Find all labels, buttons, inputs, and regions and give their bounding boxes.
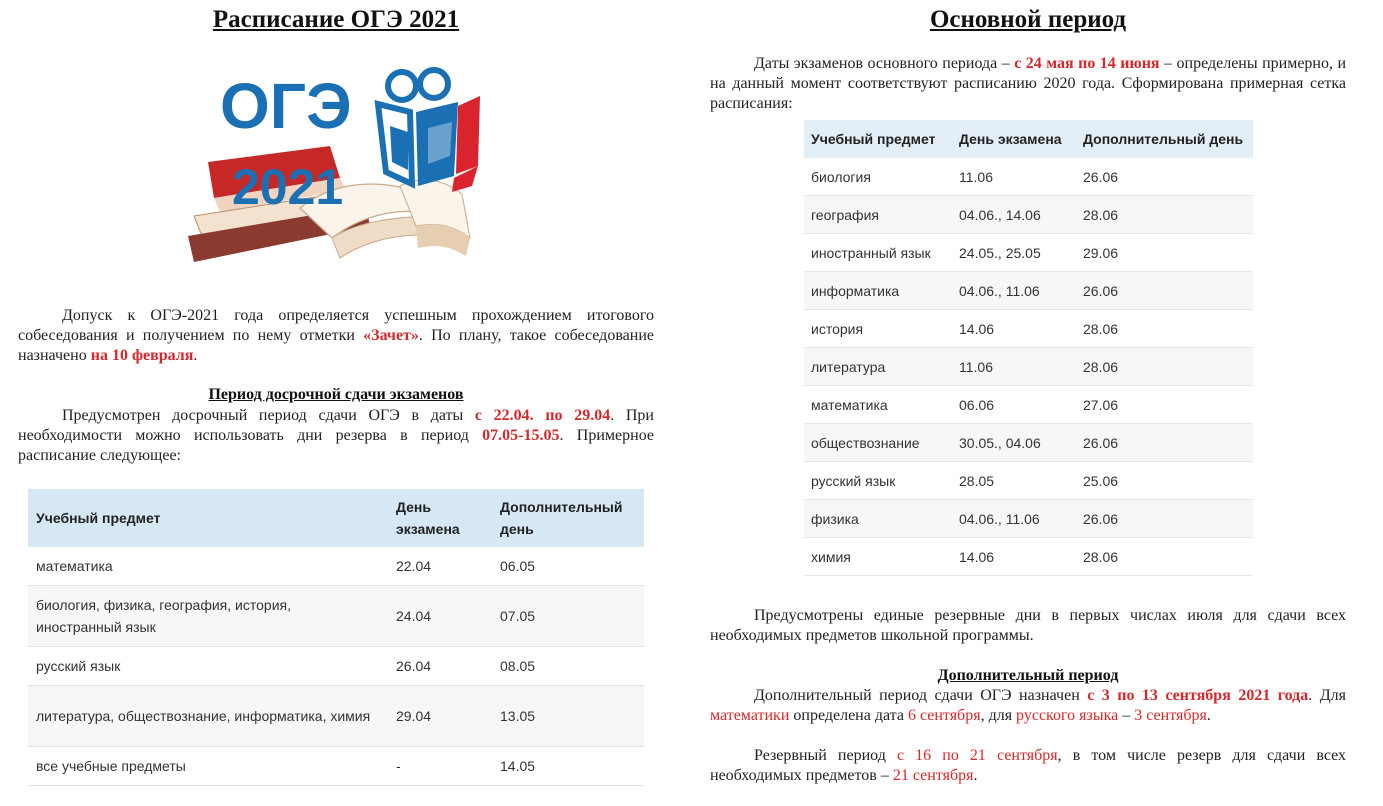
admission-paragraph [18, 306, 654, 366]
early-schedule-table [28, 489, 644, 786]
logo-oge-text: ОГЭ [220, 70, 352, 142]
exam-emblem-icon [378, 70, 480, 192]
table-row [804, 462, 1253, 500]
cell-subject: литература [804, 348, 952, 386]
cell-extra-day: 25.06 [1076, 462, 1253, 500]
table-row [804, 538, 1253, 576]
cell-extra-day: 26.06 [1076, 424, 1253, 462]
additional-text-4: , для [980, 707, 1017, 724]
header-subject: Учебный предмет [28, 489, 388, 547]
main-text-2: – определены примерно, и на данный момент соответствуют расписанию 2020 года. Сформирована примерная сетка расписания: [710, 55, 1347, 112]
cell-subject: все учебные предметы [28, 747, 388, 786]
header-exam-day: День экзамена [952, 120, 1076, 158]
interview-date: на 10 февраля [90, 347, 194, 364]
cell-exam-day: 11.06 [952, 348, 1076, 386]
russian-link: русского языка [1016, 707, 1119, 724]
early-text-2: . При необходимости можно использовать дни резерва в период [18, 407, 654, 444]
reserve-text-3: . [973, 767, 978, 784]
table-row [28, 586, 644, 647]
oge-logo [180, 66, 480, 276]
table-row [804, 348, 1253, 386]
table-row [804, 386, 1253, 424]
main-text-1: Даты экзаменов основного периода – [754, 55, 1015, 72]
cell-extra-day: 26.06 [1076, 158, 1253, 196]
header-extra-day: Дополнительный день [1076, 120, 1253, 158]
early-period-heading: Период досрочной сдачи экзаменов [208, 386, 464, 403]
main-schedule-table [804, 120, 1253, 576]
cell-extra-day: 28.06 [1076, 196, 1253, 234]
additional-text-2: . Для [1308, 687, 1346, 704]
logo-year-text: 2021 [232, 159, 344, 215]
cell-subject: химия [804, 538, 952, 576]
cell-exam-day: 28.05 [952, 462, 1076, 500]
table-header-row [28, 489, 644, 547]
table-row [28, 547, 644, 586]
cell-extra-day: 26.06 [1076, 500, 1253, 538]
table-row [28, 686, 644, 747]
cell-exam-day: 14.06 [952, 538, 1076, 576]
admission-text-2: . По плану, такое собеседование назначено [18, 327, 654, 364]
additional-text-1: Дополнительный период сдачи ОГЭ назначен [754, 687, 1088, 704]
cell-subject: математика [28, 547, 388, 586]
cell-subject: география [804, 196, 952, 234]
table-row [804, 234, 1253, 272]
table-row [804, 310, 1253, 348]
table-row [804, 424, 1253, 462]
early-dates: с 22.04. по 29.04 [474, 407, 611, 424]
math-date: 6 сентября [907, 707, 981, 724]
table-row [28, 647, 644, 686]
reserve-text-2: , в том числе резерв для сдачи всех необходимых предметов – [710, 747, 1347, 784]
zachet-highlight: «Зачет» [363, 327, 419, 344]
cell-exam-day: 11.06 [952, 158, 1076, 196]
cell-extra-day: 08.05 [492, 647, 644, 686]
reserve-period-paragraph [710, 746, 1346, 786]
additional-period-heading: Дополнительный период [937, 667, 1119, 684]
cell-subject: биология [804, 158, 952, 196]
admission-text-1: Допуск к ОГЭ-2021 года определяется успешным прохождением итогового собеседования и получением по нему отметки [18, 307, 654, 344]
additional-text-6: . [1206, 707, 1211, 724]
table-row [804, 196, 1253, 234]
admission-text-3: . [193, 347, 198, 364]
additional-text-5: – [1118, 707, 1135, 724]
cell-exam-day: 29.04 [388, 686, 492, 747]
cell-subject: биология, физика, география, история, иностранный язык [28, 586, 388, 647]
main-period-title: Основной период [929, 6, 1127, 33]
cell-subject: иностранный язык [804, 234, 952, 272]
early-period-paragraph [18, 406, 654, 466]
cell-exam-day: 14.06 [952, 310, 1076, 348]
page-title: Расписание ОГЭ 2021 [212, 6, 460, 33]
cell-exam-day: 24.05., 25.05 [952, 234, 1076, 272]
cell-exam-day: 04.06., 11.06 [952, 500, 1076, 538]
header-subject: Учебный предмет [804, 120, 952, 158]
cell-exam-day: 24.04 [388, 586, 492, 647]
reserve-dates: с 16 по 21 сентября [896, 747, 1058, 764]
cell-exam-day: 06.06 [952, 386, 1076, 424]
cell-extra-day: 14.05 [492, 747, 644, 786]
main-period-paragraph [710, 54, 1346, 114]
reserve-last-date: 21 сентября [892, 767, 974, 784]
cell-extra-day: 28.06 [1076, 538, 1253, 576]
cell-exam-day: 04.06., 14.06 [952, 196, 1076, 234]
additional-text-3: определена дата [789, 707, 908, 724]
cell-exam-day: 04.06., 11.06 [952, 272, 1076, 310]
cell-extra-day: 07.05 [492, 586, 644, 647]
math-link: математики [710, 707, 790, 724]
table-row [804, 500, 1253, 538]
cell-extra-day: 13.05 [492, 686, 644, 747]
additional-dates: с 3 по 13 сентября 2021 года [1087, 687, 1309, 704]
cell-extra-day: 29.06 [1076, 234, 1253, 272]
reserve-text-1: Резервный период [754, 747, 897, 764]
cell-exam-day: 22.04 [388, 547, 492, 586]
table-header-row [804, 120, 1253, 158]
cell-exam-day: 26.04 [388, 647, 492, 686]
cell-extra-day: 06.05 [492, 547, 644, 586]
cell-extra-day: 26.06 [1076, 272, 1253, 310]
additional-period-paragraph [710, 686, 1346, 726]
main-dates: с 24 мая по 14 июня [1014, 55, 1160, 72]
cell-subject: информатика [804, 272, 952, 310]
left-column [18, 0, 654, 806]
table-row [804, 272, 1253, 310]
cell-subject: обществознание [804, 424, 952, 462]
oge-logo-graphic [180, 66, 480, 276]
cell-subject: русский язык [804, 462, 952, 500]
early-text-1: Предусмотрен досрочный период сдачи ОГЭ в даты [62, 407, 475, 424]
cell-subject: физика [804, 500, 952, 538]
cell-extra-day: 27.06 [1076, 386, 1253, 424]
cell-exam-day: 30.05., 04.06 [952, 424, 1076, 462]
cell-subject: математика [804, 386, 952, 424]
cell-subject: литература, обществознание, информатика, химия [28, 686, 388, 747]
cell-subject: история [804, 310, 952, 348]
cell-subject: русский язык [28, 647, 388, 686]
header-exam-day: День экзамена [388, 489, 492, 547]
header-extra-day: Дополнительный день [492, 489, 644, 547]
early-reserve-dates: 07.05-15.05 [482, 427, 560, 444]
russian-date: 3 сентября [1134, 707, 1207, 724]
table-row [28, 747, 644, 786]
early-text-3: . Примерное расписание следующее: [18, 427, 654, 464]
cell-extra-day: 28.06 [1076, 348, 1253, 386]
cell-extra-day: 28.06 [1076, 310, 1253, 348]
cell-exam-day: - [388, 747, 492, 786]
right-column [710, 0, 1346, 806]
table-row [804, 158, 1253, 196]
reserve-days-paragraph: Предусмотрены единые резервные дни в первых числах июля для сдачи всех необходимых предметов школьной программы. [710, 607, 1346, 644]
